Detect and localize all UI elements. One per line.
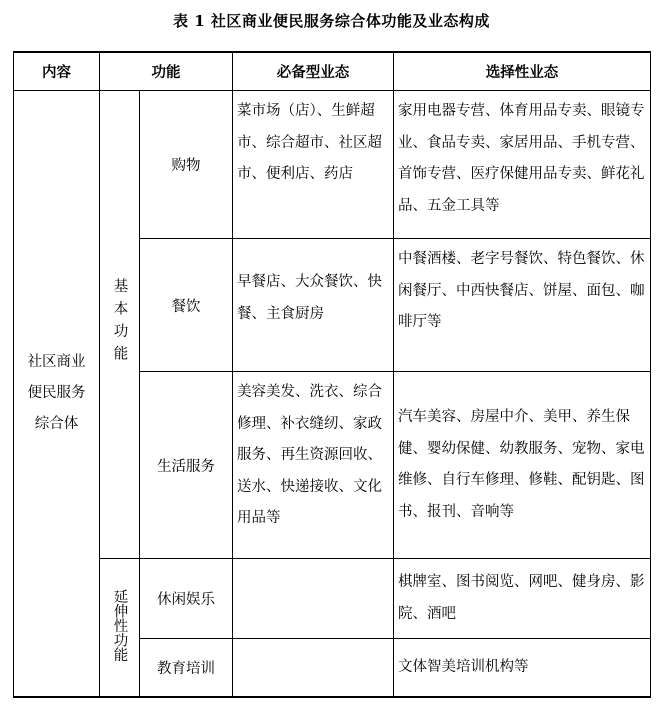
required-cell: 早餐店、大众餐饮、快餐、主食厨房 bbox=[233, 239, 394, 372]
required-cell bbox=[233, 559, 394, 639]
content-cell bbox=[14, 91, 100, 697]
function-cell: 购物 bbox=[140, 91, 233, 239]
required-cell: 菜市场（店）、生鲜超市、综合超市、社区超市、便利店、药店 bbox=[233, 91, 394, 239]
function-cell: 餐饮 bbox=[140, 239, 233, 372]
table-title: 表 1 社区商业便民服务综合体功能及业态构成 bbox=[173, 12, 490, 30]
business-format-table bbox=[13, 51, 651, 698]
group-extended-cell bbox=[100, 559, 140, 697]
optional-cell: 棋牌室、图书阅览、网吧、健身房、影院、酒吧 bbox=[394, 559, 651, 639]
content-label-line: 社区商业 bbox=[27, 353, 86, 370]
table-row bbox=[14, 559, 651, 639]
group-basic-cell bbox=[100, 91, 140, 559]
function-cell: 生活服务 bbox=[140, 372, 233, 559]
group-basic-label: 基本功能 bbox=[111, 277, 128, 368]
header-optional: 选择性业态 bbox=[394, 52, 651, 91]
content-label-line: 综合体 bbox=[34, 415, 79, 432]
optional-cell: 汽车美容、房屋中介、美甲、养生保健、婴幼保健、幼教服务、宠物、家电维修、自行车修理、修鞋、配钥匙、图书、报刊、音响等 bbox=[394, 372, 651, 559]
optional-cell: 家用电器专营、体育用品专卖、眼镜专业、食品专卖、家居用品、手机专营、首饰专营、医疗保健用品专卖、鲜花礼品、五金工具等 bbox=[394, 91, 651, 239]
required-cell bbox=[233, 639, 394, 697]
group-extended-label: 延伸性功能 bbox=[111, 589, 128, 662]
function-cell: 教育培训 bbox=[140, 639, 233, 697]
header-content: 内容 bbox=[14, 52, 100, 91]
header-row bbox=[14, 52, 651, 91]
optional-cell: 文体智美培训机构等 bbox=[394, 639, 651, 697]
optional-cell: 中餐酒楼、老字号餐饮、特色餐饮、休闲餐厅、中西快餐店、饼屋、面包、咖啡厅等 bbox=[394, 239, 651, 372]
table-row bbox=[14, 91, 651, 239]
required-cell: 美容美发、洗衣、综合修理、补衣缝纫、家政服务、再生资源回收、送水、快递接收、文化用品等 bbox=[233, 372, 394, 559]
header-function: 功能 bbox=[100, 52, 233, 91]
header-required: 必备型业态 bbox=[233, 52, 394, 91]
function-cell: 休闲娱乐 bbox=[140, 559, 233, 639]
content-label-line: 便民服务 bbox=[27, 384, 86, 401]
